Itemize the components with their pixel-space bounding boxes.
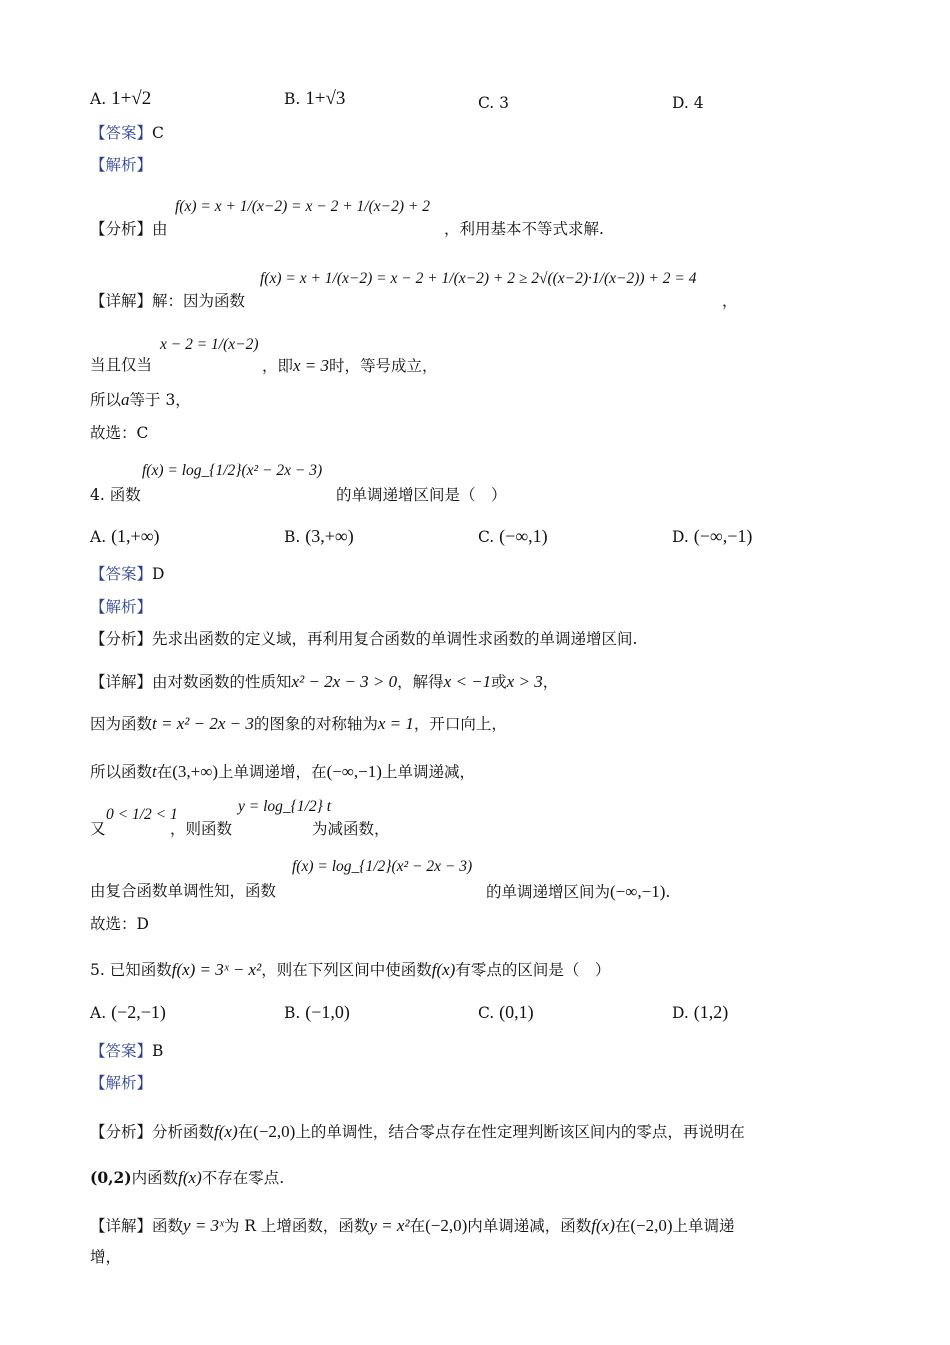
- q3-option-c: C. 3: [478, 94, 510, 112]
- q3-equality-condition: 当且仅当: [90, 356, 153, 374]
- q4-option-c: C. (−∞,1): [478, 526, 548, 546]
- q4-answer: 【答案】D: [90, 565, 165, 583]
- q3-option-a: A. 1+√2: [90, 88, 152, 109]
- q5-option-b: B. (−1,0): [284, 1002, 350, 1022]
- q3-choose: 故选：C: [90, 424, 149, 442]
- q4-detail-4: 又: [90, 820, 106, 838]
- q5-fenxi-1: 【分析】分析函数f(x)在(−2,0)上的单调性，结合零点存在性定理判断该区间内的零点，再说明在: [90, 1122, 745, 1141]
- q4-detail-5-formula: f(x) = log_{1/2}(x² − 2x − 3): [292, 858, 473, 875]
- q5-analysis-heading: 【解析】: [90, 1074, 153, 1092]
- q5-option-d: D. (1,2): [672, 1002, 729, 1022]
- q4-stem-formula: f(x) = log_{1/2}(x² − 2x − 3): [142, 462, 323, 479]
- q3-detail-post: ，: [722, 292, 738, 310]
- q4-option-a: A. (1,+∞): [90, 526, 160, 546]
- q4-detail-4-mid: ，则函数: [170, 820, 233, 838]
- q3-option-b: B. 1+√3: [284, 88, 346, 109]
- q5-fenxi-2: (0,2)内函数f(x)不存在零点.: [90, 1168, 285, 1187]
- q5-option-a: A. (−2,−1): [90, 1002, 166, 1022]
- q3-option-d: D. 4: [672, 94, 704, 112]
- q3-detail-formula: f(x) = x + 1/(x−2) = x − 2 + 1/(x−2) + 2 ≥ 2√((x−2)·1/(x−2)) + 2 = 4: [260, 270, 697, 287]
- q4-stem-post: 的单调递增区间是（ ）: [336, 486, 507, 504]
- q5-detail-2: 增，: [90, 1248, 122, 1266]
- q3-eq-formula: x − 2 = 1/(x−2): [160, 336, 259, 353]
- q4-detail-4-post: 为减函数，: [312, 820, 390, 838]
- q3-conclusion: 所以a等于 3，: [90, 390, 191, 409]
- q4-fenxi: 【分析】先求出函数的定义域，再利用复合函数的单调性求函数的单调递增区间.: [90, 630, 638, 648]
- q4-detail-5-tail: 的单调递增区间为(−∞,−1).: [486, 882, 671, 901]
- q4-analysis-heading: 【解析】: [90, 598, 153, 616]
- q5-stem: 5. 已知函数f(x) = 3ˣ − x²，则在下列区间中使函数f(x)有零点的区间是（ ）: [90, 960, 611, 979]
- q5-option-c: C. (0,1): [478, 1002, 534, 1022]
- q4-option-d: D. (−∞,−1): [672, 526, 753, 546]
- q3-detail: 【详解】解：因为函数: [90, 292, 246, 310]
- q4-detail-5: 由复合函数单调性知，函数: [90, 882, 277, 900]
- q5-answer: 【答案】B: [90, 1042, 164, 1060]
- q3-fenxi-formula: f(x) = x + 1/(x−2) = x − 2 + 1/(x−2) + 2: [175, 198, 430, 215]
- q4-option-b: B. (3,+∞): [284, 526, 354, 546]
- q3-eq-tail: ，即x = 3时，等号成立，: [262, 356, 438, 375]
- q3-analysis-heading: 【解析】: [90, 156, 153, 174]
- q3-fenxi-post: ，利用基本不等式求解.: [444, 220, 604, 238]
- q4-choose: 故选：D: [90, 915, 149, 933]
- q4-detail-4-ineq: 0 < 1/2 < 1: [106, 806, 178, 823]
- q3-fenxi: 【分析】由: [90, 220, 168, 238]
- q4-stem: 4. 函数: [90, 486, 141, 504]
- q3-answer: 【答案】C: [90, 124, 164, 142]
- q4-detail-4-formula: y = log_{1/2} t: [238, 798, 332, 815]
- q4-detail-1: 【详解】由对数函数的性质知x² − 2x − 3 > 0，解得x < −1或x > 3，: [90, 672, 559, 691]
- q4-detail-3: 所以函数t在(3,+∞)上单调递增，在(−∞,−1)上单调递减，: [90, 762, 475, 781]
- q4-detail-2: 因为函数t = x² − 2x − 3的图象的对称轴为x = 1，开口向上，: [90, 714, 507, 733]
- q5-detail-1: 【详解】函数y = 3ˣ为 R 上增函数，函数y = x²在(−2,0)内单调递减，函数f(x)在(−2,0)上单调递: [90, 1216, 735, 1235]
